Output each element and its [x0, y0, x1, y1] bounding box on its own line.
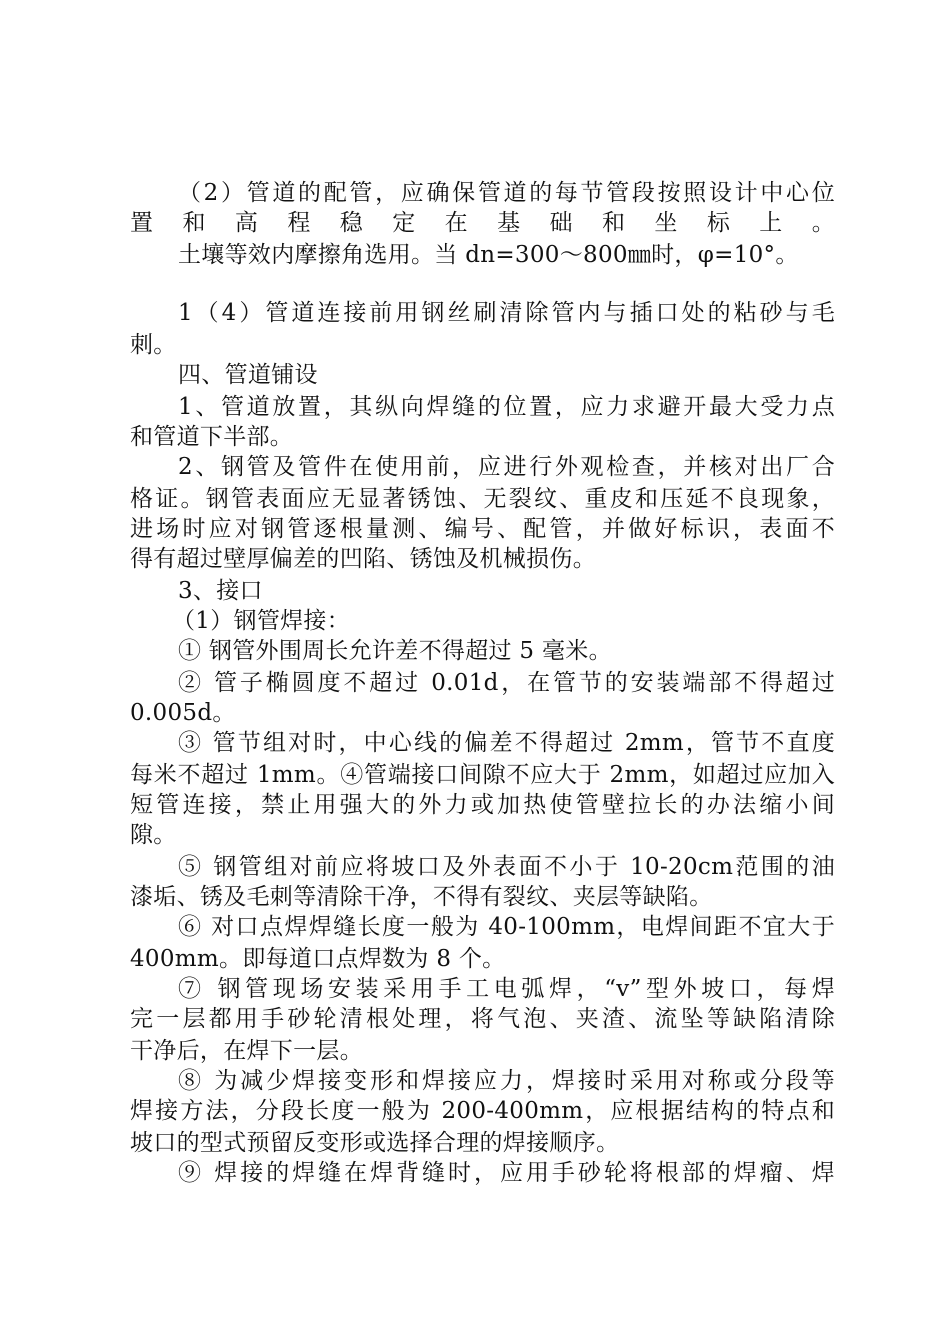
paragraph-line: 短管连接，禁止用强大的外力或加热使管壁拉长的办法缩小间: [130, 792, 835, 818]
paragraph-line: 1、管道放置，其纵向焊缝的位置，应力求避开最大受力点: [178, 394, 835, 420]
paragraph-line: 坡口的型式预留反变形或选择合理的焊接顺序。: [130, 1130, 620, 1156]
paragraph-line: 进场时应对钢管逐根量测、编号、配管，并做好标识，表面不: [130, 516, 835, 542]
list-item: ⑥ 对口点焊焊缝长度一般为 40-100mm，电焊间距不宜大于: [178, 914, 835, 940]
paragraph-line: 400mm。即每道口点焊数为 8 个。: [130, 946, 506, 972]
paragraph-line: 格证。钢管表面应无显著锈蚀、无裂纹、重皮和压延不良现象，: [130, 486, 835, 512]
paragraph-line: 刺。: [130, 332, 177, 358]
list-item: ⑤ 钢管组对前应将坡口及外表面不小于 10-20cm范围的油: [178, 854, 835, 880]
paragraph-line: 焊接方法，分段长度一般为 200-400mm，应根据结构的特点和: [130, 1098, 835, 1124]
list-item: ⑧ 为减少焊接变形和焊接应力，焊接时采用对称或分段等: [178, 1068, 835, 1094]
paragraph-line: 每米不超过 1mm。④管端接口间隙不应大于 2mm，如超过应加入: [130, 762, 835, 788]
paragraph-line: 2、钢管及管件在使用前，应进行外观检查，并核对出厂合: [178, 454, 835, 480]
paragraph-line: （2）管道的配管，应确保管道的每节管段按照设计中心位: [178, 180, 835, 206]
paragraph-line: 和管道下半部。: [130, 424, 294, 450]
subsection-heading: 3、接口: [178, 578, 263, 604]
paragraph-line: 干净后，在焊下一层。: [130, 1038, 363, 1064]
paragraph-line: 1（4）管道连接前用钢丝刷清除管内与插口处的粘砂与毛: [178, 300, 835, 326]
list-item: ⑦ 钢管现场安装采用手工电弧焊，“v”型外坡口，每焊: [178, 976, 835, 1002]
paragraph-line: 得有超过壁厚偏差的凹陷、锈蚀及机械损伤。: [130, 546, 596, 572]
list-item: ② 管子椭圆度不超过 0.01d，在管节的安装端部不得超过: [178, 670, 835, 696]
list-item: ⑨ 焊接的焊缝在焊背缝时，应用手砂轮将根部的焊瘤、焊: [178, 1160, 835, 1186]
paragraph-line: 0.005d。: [130, 700, 236, 726]
list-item: ③ 管节组对时，中心线的偏差不得超过 2mm，管节不直度: [178, 730, 835, 756]
paragraph-line: 漆垢、锈及毛刺等清除干净，不得有裂纹、夹层等缺陷。: [130, 884, 713, 910]
paragraph-line: 土壤等效内摩擦角选用。当 dn=300～800㎜时，φ=10°。: [178, 242, 799, 268]
subsection-heading: （1）钢管焊接：: [172, 608, 351, 634]
paragraph-line: 置和高程稳定在基础和坐标上。: [130, 210, 835, 236]
list-item: ① 钢管外围周长允许差不得超过 5 毫米。: [178, 638, 612, 664]
paragraph-line: 完一层都用手砂轮清根处理，将气泡、夹渣、流坠等缺陷清除: [130, 1006, 835, 1032]
section-heading: 四、管道铺设: [178, 362, 318, 388]
paragraph-line: 隙。: [130, 822, 177, 848]
